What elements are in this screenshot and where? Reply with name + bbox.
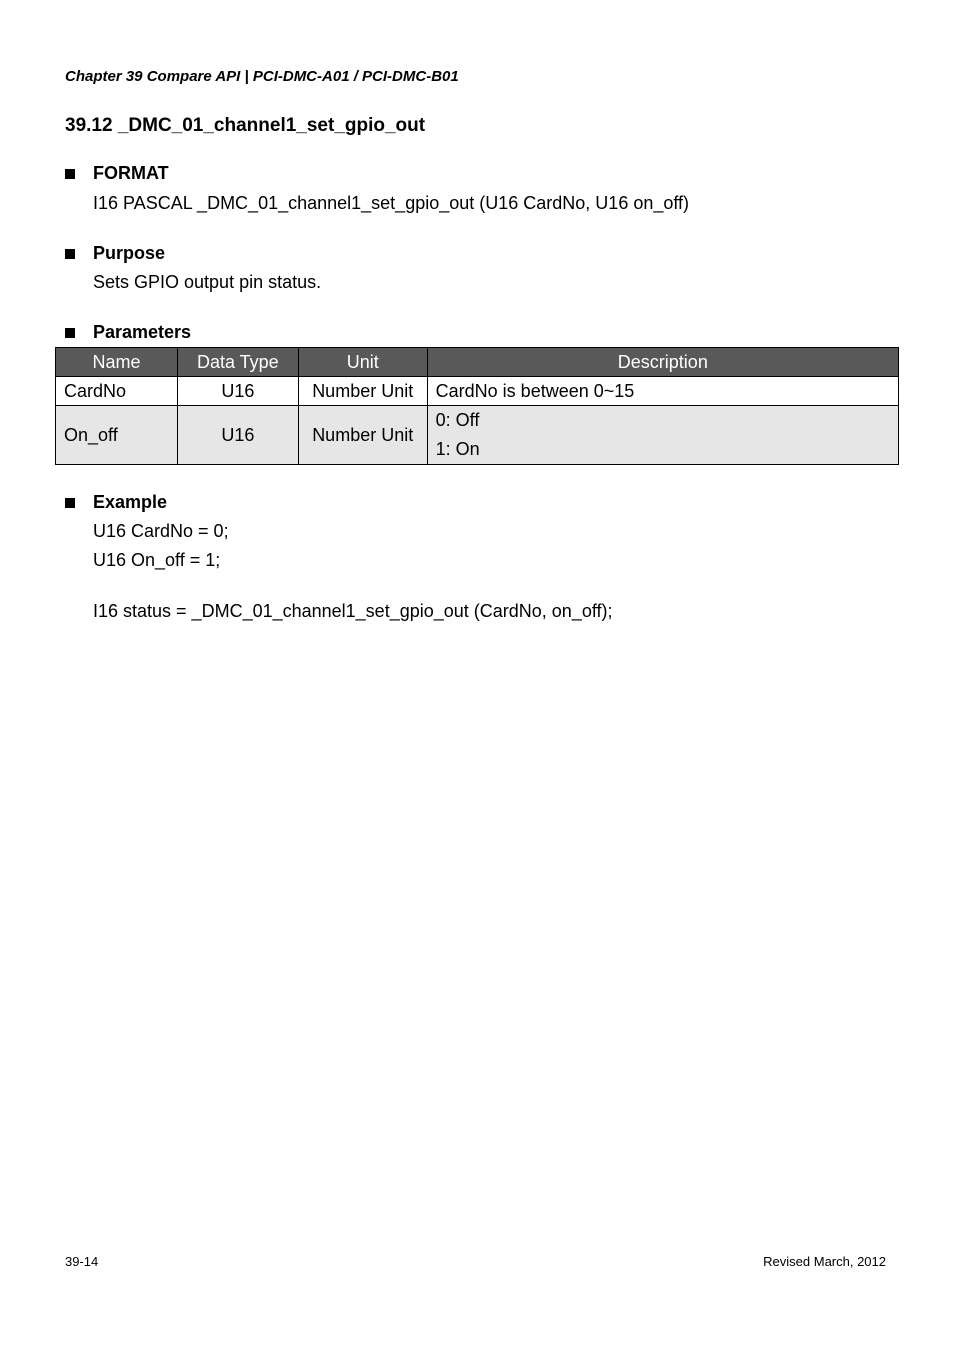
table-header-row	[56, 348, 899, 377]
example-line: U16 On_off = 1;	[93, 550, 221, 570]
table-row	[56, 377, 899, 406]
column-header-name: Name	[56, 348, 178, 377]
param-type: U16	[177, 377, 298, 406]
param-name: On_off	[56, 406, 178, 465]
revision-date: Revised March, 2012	[763, 1254, 886, 1269]
bullet-square-icon	[65, 328, 75, 338]
column-header-unit: Unit	[298, 348, 427, 377]
format-heading	[65, 163, 169, 184]
purpose-text: Sets GPIO output pin status.	[93, 272, 322, 292]
table-row	[56, 406, 899, 465]
format-signature: I16 PASCAL _DMC_01_channel1_set_gpio_out (U16 CardNo, U16 on_off)	[93, 193, 690, 213]
param-unit: Number Unit	[298, 377, 427, 406]
column-header-description: Description	[427, 348, 898, 377]
param-type: U16	[177, 406, 298, 465]
format-heading-label: FORMAT	[93, 163, 169, 183]
bullet-square-icon	[65, 498, 75, 508]
param-unit: Number Unit	[298, 406, 427, 465]
example-call: I16 status = _DMC_01_channel1_set_gpio_out (CardNo, on_off);	[93, 601, 613, 621]
param-description-line: 0: Off	[435, 410, 480, 430]
running-header: Chapter 39 Compare API | PCI-DMC-A01 / PCI-DMC-B01	[65, 68, 459, 85]
param-description-line: 1: On	[435, 439, 480, 459]
purpose-heading-label: Purpose	[93, 243, 166, 263]
param-description: CardNo is between 0~15	[427, 377, 898, 406]
parameters-table	[55, 347, 899, 465]
bullet-square-icon	[65, 249, 75, 259]
example-line: U16 CardNo = 0;	[93, 521, 229, 541]
section-title: 39.12 _DMC_01_channel1_set_gpio_out	[65, 115, 426, 136]
param-description	[427, 406, 898, 465]
parameters-heading	[65, 322, 191, 343]
column-header-data-type: Data Type	[177, 348, 298, 377]
parameters-heading-label: Parameters	[93, 322, 192, 342]
example-heading	[65, 492, 167, 513]
purpose-heading	[65, 243, 165, 264]
param-name: CardNo	[56, 377, 178, 406]
page-number: 39-14	[65, 1254, 99, 1269]
example-heading-label: Example	[93, 492, 168, 512]
bullet-square-icon	[65, 169, 75, 179]
